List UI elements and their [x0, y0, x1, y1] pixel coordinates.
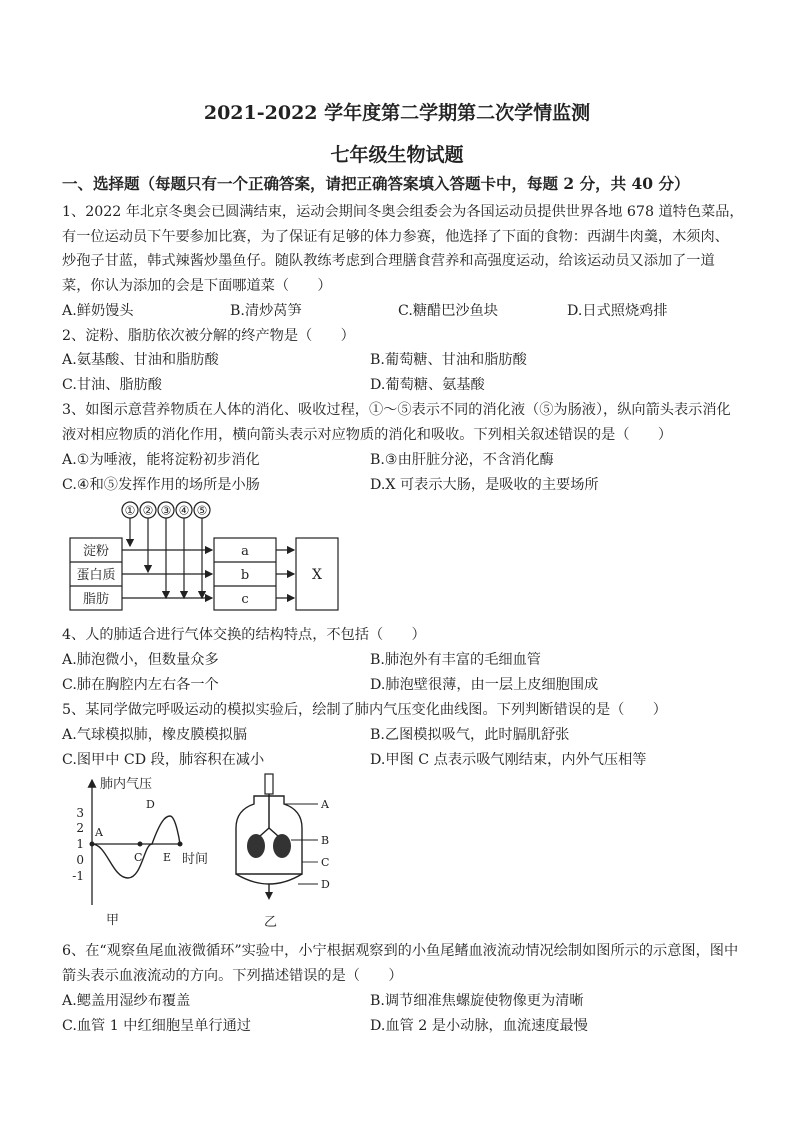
question-1-option-b: B.清炒莴笋 [230, 303, 302, 319]
graph-y-label: 肺内气压 [100, 777, 153, 792]
question-6-option-d: D.血管 2 是小动脉，血流速度最慢 [370, 1018, 588, 1034]
breathing-model-diagram [230, 770, 350, 932]
exam-title: 2021-2022 学年度第二学期第二次学情监测 [203, 102, 591, 124]
question-1-line-3: 炒孢子甘蓝，韩式辣酱炒墨鱼仔。随队教练考虑到合理膳食营养和高强度运动，给该运动员又添加了一道 [62, 253, 715, 269]
question-4-option-d: D.肺泡壁很薄，由一层上皮细胞围成 [370, 677, 599, 693]
y-tick-0: 0 [76, 853, 84, 867]
model-label-c: C [321, 856, 330, 869]
svg-text:①: ① [124, 503, 136, 518]
question-1-option-c: C.糖醋巴沙鱼块 [398, 303, 498, 319]
y-tick-neg1: -1 [72, 869, 84, 883]
question-5-option-a: A.气球模拟肺，橡皮膜模拟膈 [62, 727, 248, 743]
graph-x-label: 时间 [182, 852, 209, 867]
question-1-option-d: D.日式照烧鸡排 [567, 303, 668, 319]
question-6-option-c: C.血管 1 中红细胞呈单行通过 [62, 1018, 251, 1034]
model-label-d: D [321, 878, 330, 891]
question-2-option-a: A.氨基酸、甘油和脂肪酸 [62, 352, 219, 368]
question-6-option-b: B.调节细准焦螺旋使物像更为清晰 [370, 993, 584, 1009]
question-5-option-b: B.乙图模拟吸气，此时膈肌舒张 [370, 727, 570, 743]
question-3-option-a: A.①为唾液，能将淀粉初步消化 [62, 452, 260, 468]
question-1-line-2: 有一位运动员下午要参加比赛，为了保证有足够的体力参赛，他选择了下面的食物：西湖牛肉羹，木须肉、 [62, 229, 729, 245]
organ-x: X [312, 567, 322, 583]
y-tick-2: 2 [76, 821, 84, 835]
question-3-option-d: D.X 可表示大肠，是吸收的主要场所 [370, 477, 599, 493]
lung-pressure-graph [62, 770, 222, 930]
digestive-juice-2 [140, 502, 156, 518]
point-c: C [134, 851, 143, 864]
substance-protein: 蛋白质 [76, 568, 116, 583]
pressure-curve [92, 816, 180, 878]
digestive-juice-3 [158, 502, 174, 518]
question-5-option-c: C.图甲中 CD 段，肺容积在减小 [62, 752, 265, 768]
question-1-option-a: A.鲜奶馒头 [62, 303, 134, 319]
question-4-option-b: B.肺泡外有丰富的毛细血管 [370, 652, 541, 668]
svg-text:⑤: ⑤ [196, 503, 208, 518]
point-e: E [163, 851, 172, 864]
question-6-option-a: A.鳃盖用湿纱布覆盖 [62, 993, 191, 1009]
y-tick-3: 3 [76, 806, 84, 820]
question-4-stem: 4、人的肺适合进行气体交换的结构特点，不包括（ ） [62, 627, 426, 643]
graph-caption: 甲 [106, 913, 120, 928]
model-label-b: B [321, 834, 330, 847]
digestive-juice-5 [194, 502, 210, 518]
svg-text:②: ② [142, 503, 154, 518]
question-2-stem: 2、淀粉、脂肪依次被分解的终产物是（ ） [62, 328, 355, 344]
question-5-option-d: D.甲图 C 点表示吸气刚结束，内外气压相等 [370, 752, 647, 768]
svg-text:③: ③ [160, 503, 172, 518]
question-3-option-b: B.③由肝脏分泌，不含消化酶 [370, 452, 554, 468]
substance-fat: 脂肪 [82, 592, 110, 607]
substance-starch: 淀粉 [82, 544, 110, 559]
exam-subtitle: 七年级生物试题 [330, 144, 464, 166]
product-b: b [240, 568, 250, 583]
question-1-line-4: 菜，你认为添加的会是下面哪道菜（ ） [62, 278, 332, 294]
question-2-option-c: C.甘油、脂肪酸 [62, 377, 162, 393]
question-4-option-c: C.肺在胸腔内左右各一个 [62, 677, 219, 693]
point-a: A [95, 826, 103, 839]
question-2-option-d: D.葡萄糖、氨基酸 [370, 377, 485, 393]
question-2-option-b: B.葡萄糖、甘油和脂肪酸 [370, 352, 527, 368]
question-6-line-2: 箭头表示血液流动的方向。下列描述错误的是（ ） [62, 968, 403, 984]
question-5-stem: 5、某同学做完呼吸运动的模拟实验后，绘制了肺内气压变化曲线图。下列判断错误的是（ ） [62, 702, 667, 718]
svg-text:④: ④ [178, 503, 190, 518]
section-heading: 一、选择题（每题只有一个正确答案，请把正确答案填入答题卡中，每题 2 分，共 40 分） [62, 174, 690, 193]
digestion-diagram [62, 500, 342, 612]
question-1-line-1: 1、2022 年北京冬奥会已圆满结束，运动会期间冬奥会组委会为各国运动员提供世界各地 678 道特色菜品， [62, 204, 744, 220]
model-label-a: A [321, 798, 329, 811]
question-3-line-2: 液对相应物质的消化作用，横向箭头表示对应物质的消化和吸收。下列相关叙述错误的是（ ） [62, 427, 673, 443]
digestive-juice-4 [176, 502, 192, 518]
question-6-line-1: 6、在“观察鱼尾血液微循环”实验中，小宁根据观察到的小鱼尾鳍血液流动情况绘制如图所示的示意图，图中 [62, 943, 739, 959]
model-caption: 乙 [264, 915, 278, 930]
product-a: a [241, 544, 249, 559]
question-3-line-1: 3、如图示意营养物质在人体的消化、吸收过程，①～⑤表示不同的消化液（⑤为肠液），纵向箭头表示消化 [62, 402, 731, 418]
y-tick-1: 1 [76, 837, 84, 851]
digestive-juice-1 [122, 502, 138, 518]
question-4-option-a: A.肺泡微小，但数量众多 [62, 652, 219, 668]
point-d: D [146, 798, 155, 811]
product-c: c [241, 592, 249, 607]
question-3-option-c: C.④和⑤发挥作用的场所是小肠 [62, 477, 260, 493]
